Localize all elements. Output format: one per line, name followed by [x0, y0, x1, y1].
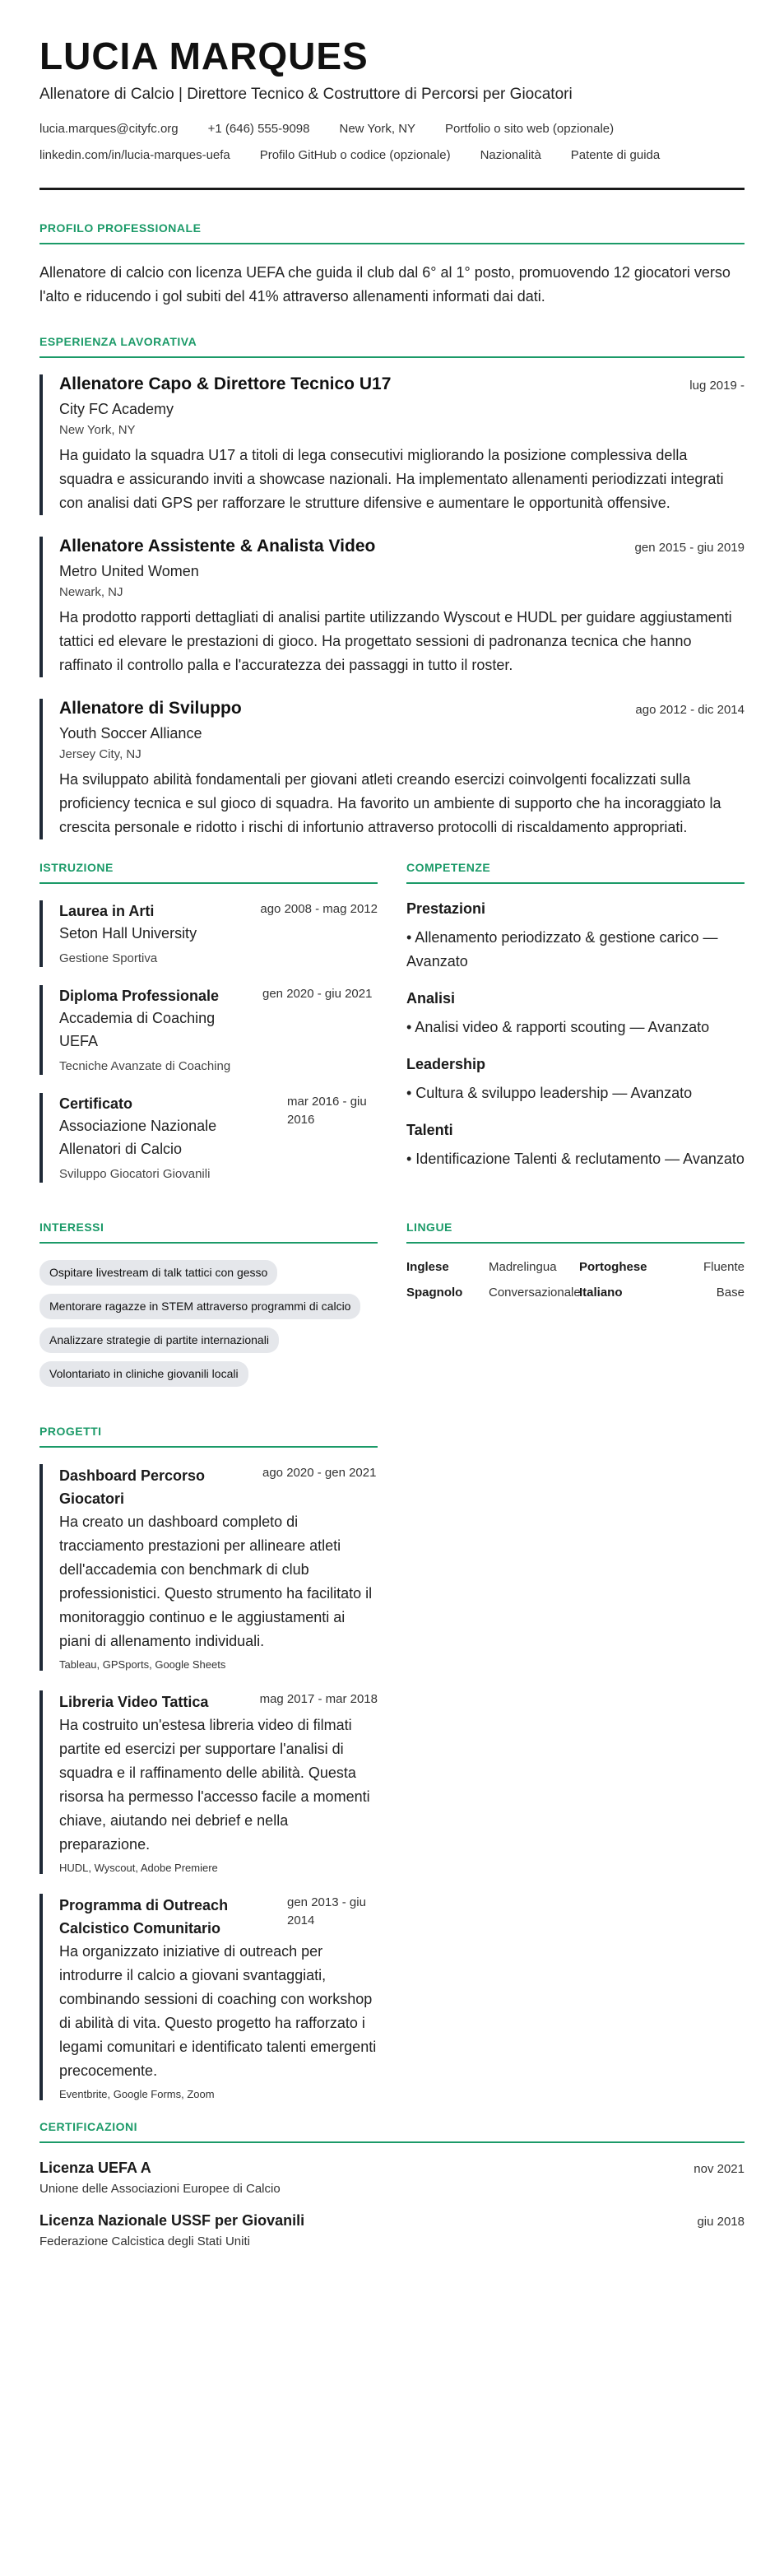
contact-linkedin[interactable]: linkedin.com/in/lucia-marques-uefa — [39, 148, 230, 162]
skill-category: Leadership — [406, 1056, 486, 1072]
edu-school: Associazione Nazionale Allenatori di Calcio — [59, 1118, 217, 1157]
contact-phone[interactable]: +1 (646) 555-9098 — [207, 122, 310, 136]
project-entry — [39, 1894, 378, 2100]
header-divider — [39, 188, 745, 190]
skill-item: • Cultura & sviluppo leadership — Avanzato — [406, 1085, 693, 1101]
skill-item: • Identificazione Talenti & reclutamento — Avanzato — [406, 1151, 745, 1167]
certification-entry — [39, 2212, 745, 2248]
edu-school: Seton Hall University — [59, 925, 197, 942]
job-location: Jersey City, NJ — [59, 747, 141, 761]
section-heading: LINGUE — [406, 1221, 745, 1244]
edu-degree: Diploma Professionale — [59, 988, 220, 1004]
job-description: Ha prodotto rapporti dettagliati di analisi partite utilizzando Wyscout e HUDL per guidare aggiustamenti tattici ed elevare le prestazioni di gioco. Ha progettato sessioni di padronanza tecnica che hanno raffinato il controllo palla e l'accuratezza dei passaggi in tutto il roster. — [59, 609, 732, 673]
project-name: Programma di Outreach Calcistico Comunitario — [59, 1897, 229, 1937]
certification-entry — [39, 2160, 745, 2196]
skills-section — [406, 861, 745, 1201]
project-entry — [39, 1690, 378, 1874]
skill-category: Talenti — [406, 1122, 453, 1138]
job-location: New York, NY — [59, 423, 136, 437]
skill-category: Prestazioni — [406, 900, 486, 917]
certifications-section — [39, 2120, 745, 2248]
experience-entry — [39, 537, 745, 677]
candidate-title: Allenatore di Calcio | Direttore Tecnico & Costruttore di Percorsi per Giocatori — [39, 86, 573, 103]
project-name: Libreria Video Tattica — [59, 1694, 209, 1710]
contact-list — [39, 122, 745, 163]
interest-tag: Volontariato in cliniche giovanili locali — [39, 1361, 248, 1387]
language-level: Conversazionale — [489, 1286, 581, 1300]
experience-entry — [39, 699, 745, 839]
interests-section — [39, 1221, 378, 1395]
project-tech: Eventbrite, Google Forms, Zoom — [59, 2088, 215, 2100]
job-org: Youth Soccer Alliance — [59, 725, 202, 742]
skill-item: • Allenamento periodizzato & gestione carico — Avanzato — [406, 929, 718, 969]
education-skills-row — [39, 861, 745, 1201]
job-role: Allenatore di Sviluppo — [59, 699, 242, 718]
edu-field: Sviluppo Giocatori Giovanili — [59, 1167, 211, 1181]
contact-email[interactable]: lucia.marques@cityfc.org — [39, 122, 179, 136]
job-location: Newark, NJ — [59, 585, 123, 599]
resume-header — [39, 35, 745, 190]
language-level: Base — [716, 1286, 745, 1300]
cert-date: giu 2018 — [697, 2215, 745, 2229]
section-heading: ESPERIENZA LAVORATIVA — [39, 335, 745, 358]
section-heading: PROFILO PROFESSIONALE — [39, 221, 745, 244]
interest-tag: Mentorare ragazze in STEM attraverso programmi di calcio — [39, 1294, 360, 1319]
interest-tag: Analizzare strategie di partite internazionali — [39, 1328, 279, 1353]
skill-category: Analisi — [406, 990, 456, 1007]
contact-location: New York, NY — [339, 122, 416, 136]
experience-section — [39, 335, 745, 839]
education-entry — [39, 900, 378, 967]
job-role: Allenatore Capo & Direttore Tecnico U17 — [59, 374, 392, 393]
education-entry — [39, 985, 378, 1075]
edu-date: mar 2016 - giu 2016 — [287, 1095, 367, 1127]
job-org: City FC Academy — [59, 401, 174, 417]
interests-languages-row — [39, 1209, 745, 1395]
language-name: Italiano — [579, 1286, 623, 1300]
project-tech: Tableau, GPSports, Google Sheets — [59, 1658, 226, 1671]
contact-nationality: Nazionalità — [480, 148, 541, 162]
language-name: Portoghese — [579, 1260, 647, 1274]
edu-degree: Laurea in Arti — [59, 903, 155, 919]
contact-github[interactable]: Profilo GitHub o codice (opzionale) — [259, 148, 451, 162]
job-date: ago 2012 - dic 2014 — [635, 703, 745, 717]
job-description: Ha sviluppato abilità fondamentali per giovani atleti creando esercizi coinvolgenti focalizzati sulla proficiency tecnica e sul gioco di squadra. Ha favorito un ambiente di supporto che ha incoraggiato la crescita personale e ridotto i rischi di infortunio attraverso protocolli di riscaldamento appropriati. — [59, 771, 721, 835]
education-entry — [39, 1093, 378, 1183]
edu-date: gen 2020 - giu 2021 — [262, 987, 373, 1001]
summary-text: Allenatore di calcio con licenza UEFA che guida il club dal 6° al 1° posto, promuovendo 12 giocatori verso l'alto e riducendo i gol subiti del 41% attraverso allenamenti informati dai dati. — [39, 264, 731, 305]
edu-field: Tecniche Avanzate di Coaching — [59, 1059, 231, 1073]
section-heading: PROGETTI — [39, 1425, 378, 1448]
job-role: Allenatore Assistente & Analista Video — [59, 537, 376, 556]
cert-name: Licenza UEFA A — [39, 2160, 151, 2176]
cert-name: Licenza Nazionale USSF per Giovanili — [39, 2212, 305, 2229]
edu-degree: Certificato — [59, 1095, 133, 1112]
section-heading: CERTIFICAZIONI — [39, 2120, 745, 2143]
summary-section — [39, 221, 745, 309]
project-description: Ha organizzato iniziative di outreach per introdurre il calcio a giovani svantaggiati, combinando sessioni di coaching con workshop di abilità di vita. Questo progetto ha rafforzato i legami comunitari e identificato talenti emergenti precocemente. — [59, 1943, 377, 2079]
language-grid — [406, 1260, 745, 1300]
project-date: mag 2017 - mar 2018 — [259, 1692, 378, 1706]
edu-school: Accademia di Coaching UEFA — [59, 1010, 216, 1049]
language-level: Madrelingua — [489, 1260, 557, 1274]
project-description: Ha costruito un'estesa libreria video di filmati partite ed esercizi per supportare l'analisi di squadra e il raffinamento delle abilità. Questa risorsa ha permesso l'accesso facile a momenti chiave, aiutando nei debrief e nella preparazione. — [59, 1717, 370, 1853]
cert-date: nov 2021 — [694, 2162, 745, 2176]
projects-section — [39, 1425, 378, 2100]
experience-entry — [39, 374, 745, 515]
job-description: Ha guidato la squadra U17 a titoli di lega consecutivi migliorando la posizione complessiva della squadra e assicurando inviti a showcase nazionali. Ha implementato allenamenti periodizzati integrati con analisi dati GPS per rafforzare le strutture difensive e aumentare le opportunità offensive. — [59, 447, 724, 511]
education-section — [39, 861, 378, 1201]
section-heading: ISTRUZIONE — [39, 861, 378, 884]
skill-item: • Analisi video & rapporti scouting — Avanzato — [406, 1019, 710, 1035]
section-heading: COMPETENZE — [406, 861, 745, 884]
contact-portfolio[interactable]: Portfolio o sito web (opzionale) — [445, 122, 615, 136]
language-name: Spagnolo — [406, 1286, 463, 1300]
cert-org: Federazione Calcistica degli Stati Uniti — [39, 2234, 250, 2248]
project-date: ago 2020 - gen 2021 — [262, 1466, 377, 1480]
edu-date: ago 2008 - mag 2012 — [260, 902, 378, 916]
job-org: Metro United Women — [59, 563, 199, 579]
language-name: Inglese — [406, 1260, 449, 1274]
interest-tag: Ospitare livestream di talk tattici con gesso — [39, 1260, 277, 1286]
project-name: Dashboard Percorso Giocatori — [59, 1467, 206, 1507]
project-description: Ha creato un dashboard completo di tracciamento prestazioni per allineare atleti dell'accademia con benchmark di club professionistici. Questo strumento ha facilitato il monitoraggio continuo e le aggiustamenti ai piani di allenamento individuali. — [59, 1514, 373, 1649]
section-heading: INTERESSI — [39, 1221, 378, 1244]
edu-field: Gestione Sportiva — [59, 951, 158, 965]
project-entry — [39, 1464, 378, 1671]
contact-license: Patente di guida — [570, 148, 661, 162]
project-tech: HUDL, Wyscout, Adobe Premiere — [59, 1862, 218, 1874]
candidate-name: LUCIA MARQUES — [39, 35, 369, 77]
job-date: gen 2015 - giu 2019 — [634, 541, 745, 555]
project-date: gen 2013 - giu 2014 — [287, 1895, 366, 1927]
job-date: lug 2019 - — [689, 379, 745, 393]
cert-org: Unione delle Associazioni Europee di Calcio — [39, 2182, 281, 2196]
language-level: Fluente — [703, 1260, 745, 1274]
languages-section — [406, 1221, 745, 1395]
